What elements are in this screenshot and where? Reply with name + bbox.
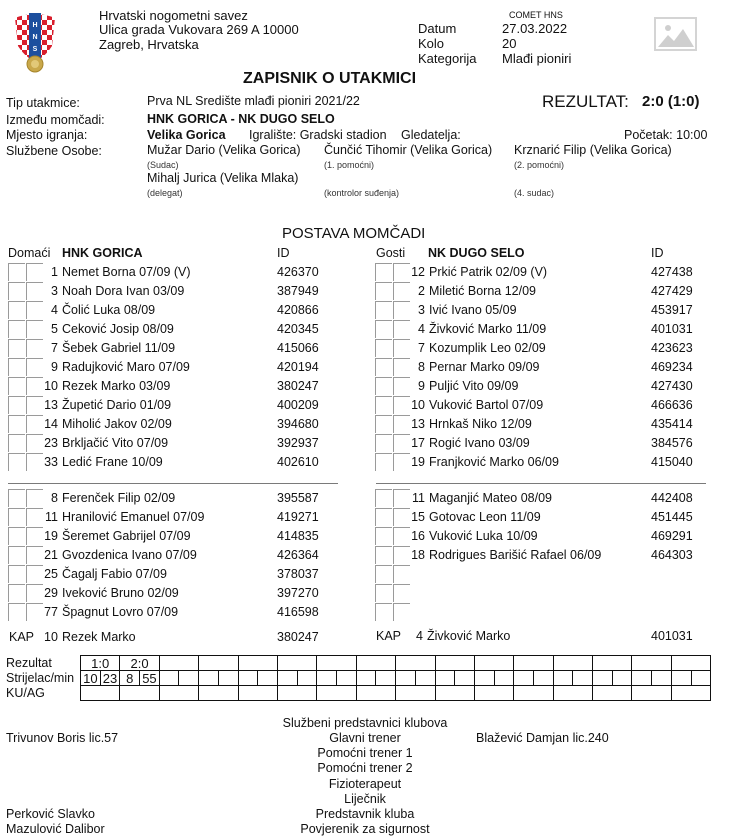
- away-team-name: NK DUGO SELO: [428, 246, 525, 260]
- player-name: Radujković Maro 07/09: [62, 360, 190, 374]
- player-name: Rogić Ivano 03/09: [429, 436, 530, 450]
- player-name: Miholić Jakov 02/09: [62, 417, 172, 431]
- checkbox-first[interactable]: [8, 282, 25, 300]
- kuag-cell: [277, 686, 316, 701]
- result-cell: [632, 656, 671, 671]
- home-captain-number: 10: [44, 630, 58, 644]
- kuag-cell: [514, 686, 553, 701]
- player-id: 401031: [651, 322, 693, 336]
- venue-ground: Igralište: Gradski stadion: [249, 128, 387, 142]
- round-label: Kolo: [418, 36, 445, 51]
- scorer-minute-cell: [356, 671, 376, 686]
- player-name: Noah Dora Ivan 03/09: [62, 284, 185, 298]
- checkbox-first[interactable]: [375, 453, 392, 471]
- category-label: Kategorija: [418, 51, 477, 66]
- player-id: 400209: [277, 398, 319, 412]
- player-number: 11: [45, 510, 58, 524]
- player-name: Šeremet Gabrijel 07/09: [62, 529, 191, 543]
- player-number: 10: [44, 379, 58, 393]
- player-number: 13: [44, 398, 58, 412]
- checkbox-first[interactable]: [8, 320, 25, 338]
- spectators-label: Gledatelja:: [401, 128, 461, 142]
- org-address-line2: Zagreb, Hrvatska: [99, 37, 199, 52]
- player-name: Kozumplik Leo 02/09: [429, 341, 546, 355]
- checkbox-first[interactable]: [8, 434, 25, 452]
- checkbox-first[interactable]: [375, 320, 392, 338]
- scorer-minute-cell: [573, 671, 593, 686]
- player-number: 25: [44, 567, 58, 581]
- player-id: 378037: [277, 567, 319, 581]
- result-cell: [671, 656, 710, 671]
- player-number: 5: [51, 322, 58, 336]
- document-title: ZAPISNIK O UTAKMICI: [243, 70, 417, 87]
- checkbox-first[interactable]: [8, 527, 25, 545]
- player-number: 3: [51, 284, 58, 298]
- scorer-minute-cell: [494, 671, 514, 686]
- result-cell: [514, 656, 553, 671]
- checkbox-first[interactable]: [8, 301, 25, 319]
- checkbox-first[interactable]: [8, 603, 25, 621]
- player-id: 420345: [277, 322, 319, 336]
- checkbox-first[interactable]: [375, 282, 392, 300]
- checkbox-first[interactable]: [8, 377, 25, 395]
- player-number: 33: [44, 455, 58, 469]
- checkbox-first[interactable]: [8, 358, 25, 376]
- club-officials-title: Službeni predstavnici klubova: [282, 716, 448, 730]
- scorer-minute-cell: [514, 671, 534, 686]
- goals-table: [80, 655, 711, 701]
- player-id: 380247: [277, 379, 319, 393]
- official-role-label: Glavni trener: [329, 731, 401, 745]
- player-name: Franjković Marko 06/09: [429, 455, 559, 469]
- checkbox-second[interactable]: [393, 565, 410, 583]
- checkbox-first[interactable]: [375, 377, 392, 395]
- player-number: 9: [51, 360, 58, 374]
- checkbox-first[interactable]: [8, 453, 25, 471]
- kuag-cell: [120, 686, 159, 701]
- checkbox-first[interactable]: [375, 301, 392, 319]
- hns-logo: [12, 10, 58, 74]
- player-number: 17: [411, 436, 425, 450]
- date-label: Datum: [418, 21, 457, 36]
- kuag-cell: [435, 686, 474, 701]
- scorer-minute-cell: [238, 671, 258, 686]
- results-row: [81, 656, 711, 671]
- result-label: REZULTAT:: [542, 92, 629, 111]
- player-number: 1: [51, 265, 58, 279]
- result-cell: [553, 656, 592, 671]
- player-id: 464303: [651, 548, 693, 562]
- player-id: 384576: [651, 436, 693, 450]
- player-number: 11: [412, 491, 425, 505]
- kuag-cell: [317, 686, 356, 701]
- player-id: 466636: [651, 398, 693, 412]
- venue-label: Mjesto igranja:: [6, 128, 88, 142]
- player-name: Vuković Luka 10/09: [429, 529, 538, 543]
- checkbox-first[interactable]: [375, 339, 392, 357]
- player-number: 77: [44, 605, 58, 619]
- kuag-cell: [159, 686, 198, 701]
- player-id: 387949: [277, 284, 319, 298]
- scorer-minute-cell: [691, 671, 711, 686]
- round-value: 20: [502, 36, 517, 51]
- player-id: 416598: [277, 605, 319, 619]
- home-captain-name: Rezek Marko: [62, 630, 136, 644]
- player-number: 4: [418, 322, 425, 336]
- kuag-cell: [671, 686, 710, 701]
- kuag-row: [81, 686, 711, 701]
- checkbox-first[interactable]: [8, 263, 25, 281]
- checkbox-first[interactable]: [8, 584, 25, 602]
- teams-label: Između momčadi:: [6, 113, 105, 127]
- checkbox-first[interactable]: [8, 565, 25, 583]
- lineups-title: POSTAVA MOMČADI: [282, 225, 426, 242]
- player-name: Župetić Dario 01/09: [62, 398, 172, 412]
- player-name: Hranilović Emanuel 07/09: [62, 510, 205, 524]
- match-type-label: Tip utakmice:: [6, 96, 80, 110]
- scorer-minute-cell: [455, 671, 475, 686]
- player-id: 451445: [651, 510, 693, 524]
- checkbox-first[interactable]: [375, 358, 392, 376]
- official-role-label: Povjerenik za sigurnost: [300, 822, 430, 837]
- player-name: Miletić Borna 12/09: [429, 284, 537, 298]
- player-id: 420194: [277, 360, 319, 374]
- result-cell: 2:0: [120, 656, 159, 671]
- kuag-cell: [593, 686, 632, 701]
- scorer-minute-cell: 10: [81, 671, 101, 686]
- scorer-minute-cell: [553, 671, 573, 686]
- scorer-minute-cell: [337, 671, 357, 686]
- official-role-label: Pomoćni trener 1: [317, 746, 413, 761]
- checkbox-first[interactable]: [8, 415, 25, 433]
- scorer-minute-cell: [199, 671, 219, 686]
- category-value: Mlađi pioniri: [502, 51, 572, 66]
- player-id: 426364: [277, 548, 319, 562]
- player-number: 13: [411, 417, 425, 431]
- kickoff-time: Početak: 10:00: [624, 128, 708, 142]
- kuag-row-label: KU/AG: [6, 686, 45, 700]
- player-number: 3: [418, 303, 425, 317]
- player-id: 392937: [277, 436, 319, 450]
- kuag-cell: [396, 686, 435, 701]
- player-name: Vuković Bartol 07/09: [429, 398, 544, 412]
- player-id: 427429: [651, 284, 693, 298]
- player-id: 415040: [651, 455, 693, 469]
- player-number: 16: [411, 529, 425, 543]
- org-name: Hrvatski nogometni savez: [99, 8, 248, 23]
- kuag-cell: [199, 686, 238, 701]
- kuag-cell: [81, 686, 120, 701]
- player-id: 427438: [651, 265, 693, 279]
- player-number: 2: [418, 284, 425, 298]
- away-side-label: Gosti: [376, 246, 406, 260]
- checkbox-first[interactable]: [8, 546, 25, 564]
- checkbox-first[interactable]: [375, 603, 392, 621]
- scorer-minute-cell: [435, 671, 455, 686]
- player-number: 18: [411, 548, 425, 562]
- official-role-label: Pomoćni trener 2: [317, 761, 413, 776]
- home-official-name: Trivunov Boris lic.57: [6, 731, 119, 745]
- divider: [376, 483, 706, 484]
- scorer-minute-cell: [218, 671, 238, 686]
- kuag-cell: [238, 686, 277, 701]
- player-id: 415066: [277, 341, 319, 355]
- player-name: Gvozdenica Ivano 07/09: [62, 548, 197, 562]
- result-cell: [317, 656, 356, 671]
- player-name: Iveković Bruno 02/09: [62, 586, 179, 600]
- player-number: 4: [51, 303, 58, 317]
- result-cell: [199, 656, 238, 671]
- svg-text:S: S: [32, 46, 38, 53]
- divider: [8, 483, 338, 484]
- scorer-minute-cell: [277, 671, 297, 686]
- kuag-cell: [356, 686, 395, 701]
- checkbox-first[interactable]: [375, 263, 392, 281]
- player-id: 419271: [277, 510, 319, 524]
- scorer-minute-cell: 8: [120, 671, 140, 686]
- home-side-label: Domaći: [8, 246, 51, 260]
- scorer-row-label: Strijelac/min: [6, 671, 75, 685]
- player-name: Ferenček Filip 02/09: [62, 491, 176, 505]
- checkbox-second[interactable]: [393, 603, 410, 621]
- player-name: Živković Marko 11/09: [429, 322, 547, 336]
- player-name: Pernar Marko 09/09: [429, 360, 540, 374]
- scorer-minute-cell: [593, 671, 613, 686]
- result-cell: [159, 656, 198, 671]
- svg-text:H: H: [32, 22, 38, 29]
- player-name: Prkić Patrik 02/09 (V): [429, 265, 548, 279]
- player-id: 469234: [651, 360, 693, 374]
- player-number: 15: [411, 510, 425, 524]
- player-name: Šebek Gabriel 11/09: [62, 341, 176, 355]
- checkbox-first[interactable]: [375, 565, 392, 583]
- checkbox-first[interactable]: [375, 508, 392, 526]
- scorer-minute-cell: [652, 671, 672, 686]
- result-row-label: Rezultat: [6, 656, 52, 670]
- checkbox-first[interactable]: [375, 527, 392, 545]
- away-captain-name: Živković Marko: [427, 629, 511, 643]
- scorer-minute-cell: [159, 671, 179, 686]
- official-role-label: Liječnik: [344, 791, 386, 806]
- official-role-label: Fizioterapeut: [328, 776, 402, 791]
- teams-value: HNK GORICA - NK DUGO SELO: [147, 112, 335, 126]
- match-type-value: Prva NL Središte mlađi pioniri 2021/22: [147, 94, 360, 108]
- player-number: 7: [418, 341, 425, 355]
- result-cell: [396, 656, 435, 671]
- player-name: Hrnkaš Niko 12/09: [429, 417, 532, 431]
- scorer-minute-cell: [415, 671, 435, 686]
- player-id: 435414: [651, 417, 693, 431]
- player-number: 14: [44, 417, 58, 431]
- player-name: Maganjić Mateo 08/09: [429, 491, 552, 505]
- away-captain-label: KAP: [376, 629, 402, 643]
- player-number: 10: [411, 398, 425, 412]
- official-role: (delegat): [147, 188, 183, 198]
- scorer-minute-cell: [533, 671, 553, 686]
- checkbox-first[interactable]: [8, 489, 25, 507]
- scorer-minute-cell: [474, 671, 494, 686]
- result-value: 2:0 (1:0): [642, 93, 700, 110]
- player-name: Ivić Ivano 05/09: [429, 303, 517, 317]
- scorer-minute-cell: 23: [100, 671, 120, 686]
- home-team-name: HNK GORICA: [62, 246, 143, 260]
- player-id: 427430: [651, 379, 693, 393]
- official-role: (4. sudac): [514, 188, 555, 198]
- player-id: 469291: [651, 529, 693, 543]
- player-number: 12: [411, 265, 425, 279]
- scorer-minute-cell: 55: [140, 671, 160, 686]
- result-cell: [435, 656, 474, 671]
- player-number: 8: [51, 491, 58, 505]
- checkbox-first[interactable]: [375, 434, 392, 452]
- checkbox-first[interactable]: [375, 546, 392, 564]
- player-name: Čolić Luka 08/09: [62, 303, 156, 317]
- official-name: Mihalj Jurica (Velika Mlaka): [147, 171, 299, 185]
- player-id: 442408: [651, 491, 693, 505]
- checkbox-first[interactable]: [375, 489, 392, 507]
- away-captain-id: 401031: [651, 629, 693, 643]
- away-captain-number: 4: [416, 629, 423, 643]
- kuag-cell: [553, 686, 592, 701]
- result-cell: [474, 656, 513, 671]
- official-name: Krznarić Filip (Velika Gorica): [514, 143, 672, 157]
- checkbox-second[interactable]: [393, 584, 410, 602]
- result-cell: [356, 656, 395, 671]
- player-name: Ledić Frane 10/09: [62, 455, 163, 469]
- player-number: 21: [44, 548, 58, 562]
- scorer-minute-cell: [396, 671, 416, 686]
- official-role: (1. pomoćni): [324, 160, 375, 170]
- away-id-header: ID: [651, 246, 664, 260]
- venue-city: Velika Gorica: [147, 128, 226, 142]
- scorer-minute-cell: [376, 671, 396, 686]
- image-placeholder-icon: [654, 17, 697, 51]
- player-id: 423623: [651, 341, 693, 355]
- away-official-name: Blažević Damjan lic.240: [476, 731, 609, 745]
- player-name: Ceković Josip 08/09: [62, 322, 174, 336]
- home-id-header: ID: [277, 246, 290, 260]
- scorer-minute-cell: [612, 671, 632, 686]
- player-id: 453917: [651, 303, 693, 317]
- official-role-label: Predstavnik kluba: [315, 807, 415, 821]
- player-name: Rezek Marko 03/09: [62, 379, 171, 393]
- kuag-cell: [474, 686, 513, 701]
- home-captain-label: KAP: [9, 630, 35, 644]
- home-official-name: Mazulović Dalibor: [6, 822, 105, 837]
- home-captain-id: 380247: [277, 630, 319, 644]
- kuag-cell: [632, 686, 671, 701]
- player-id: 397270: [277, 586, 319, 600]
- player-number: 7: [51, 341, 58, 355]
- player-name: Nemet Borna 07/09 (V): [62, 265, 191, 279]
- official-name: Čunčić Tihomir (Velika Gorica): [324, 143, 493, 157]
- checkbox-first[interactable]: [375, 584, 392, 602]
- official-role: (kontrolor suđenja): [324, 188, 400, 198]
- player-id: 420866: [277, 303, 319, 317]
- player-id: 402610: [277, 455, 319, 469]
- checkbox-first[interactable]: [375, 396, 392, 414]
- home-official-name: Perković Slavko: [6, 807, 95, 821]
- checkbox-first[interactable]: [8, 339, 25, 357]
- player-name: Špagnut Lovro 07/09: [62, 605, 179, 619]
- checkbox-first[interactable]: [8, 508, 25, 526]
- scorer-minute-cell: [258, 671, 278, 686]
- player-number: 8: [418, 360, 425, 374]
- org-address-line1: Ulica grada Vukovara 269 A 10000: [99, 22, 299, 37]
- player-name: Brkljačić Vito 07/09: [62, 436, 169, 450]
- svg-text:N: N: [32, 34, 38, 41]
- checkbox-first[interactable]: [8, 396, 25, 414]
- result-cell: [277, 656, 316, 671]
- player-name: Rodrigues Barišić Rafael 06/09: [429, 548, 602, 562]
- player-number: 19: [44, 529, 58, 543]
- player-number: 19: [411, 455, 425, 469]
- scorers-row: [81, 671, 711, 686]
- scorer-minute-cell: [179, 671, 199, 686]
- scorer-minute-cell: [317, 671, 337, 686]
- result-cell: [238, 656, 277, 671]
- player-name: Čagalj Fabio 07/09: [62, 567, 167, 581]
- player-name: Gotovac Leon 11/09: [429, 510, 541, 524]
- player-name: Puljić Vito 09/09: [429, 379, 519, 393]
- player-number: 23: [44, 436, 58, 450]
- player-number: 9: [418, 379, 425, 393]
- scorer-minute-cell: [632, 671, 652, 686]
- result-cell: 1:0: [81, 656, 120, 671]
- date-value: 27.03.2022: [502, 21, 568, 36]
- player-id: 414835: [277, 529, 319, 543]
- official-role: (2. pomoćni): [514, 160, 565, 170]
- officials-label: Službene Osobe:: [6, 144, 102, 158]
- official-role: (Sudac): [147, 160, 179, 170]
- player-id: 394680: [277, 417, 319, 431]
- player-id: 426370: [277, 265, 319, 279]
- scorer-minute-cell: [671, 671, 691, 686]
- system-label: COMET HNS: [509, 10, 563, 20]
- player-number: 29: [44, 586, 58, 600]
- result-cell: [593, 656, 632, 671]
- official-name: Mužar Dario (Velika Gorica): [147, 143, 301, 157]
- player-id: 395587: [277, 491, 319, 505]
- scorer-minute-cell: [297, 671, 317, 686]
- checkbox-first[interactable]: [375, 415, 392, 433]
